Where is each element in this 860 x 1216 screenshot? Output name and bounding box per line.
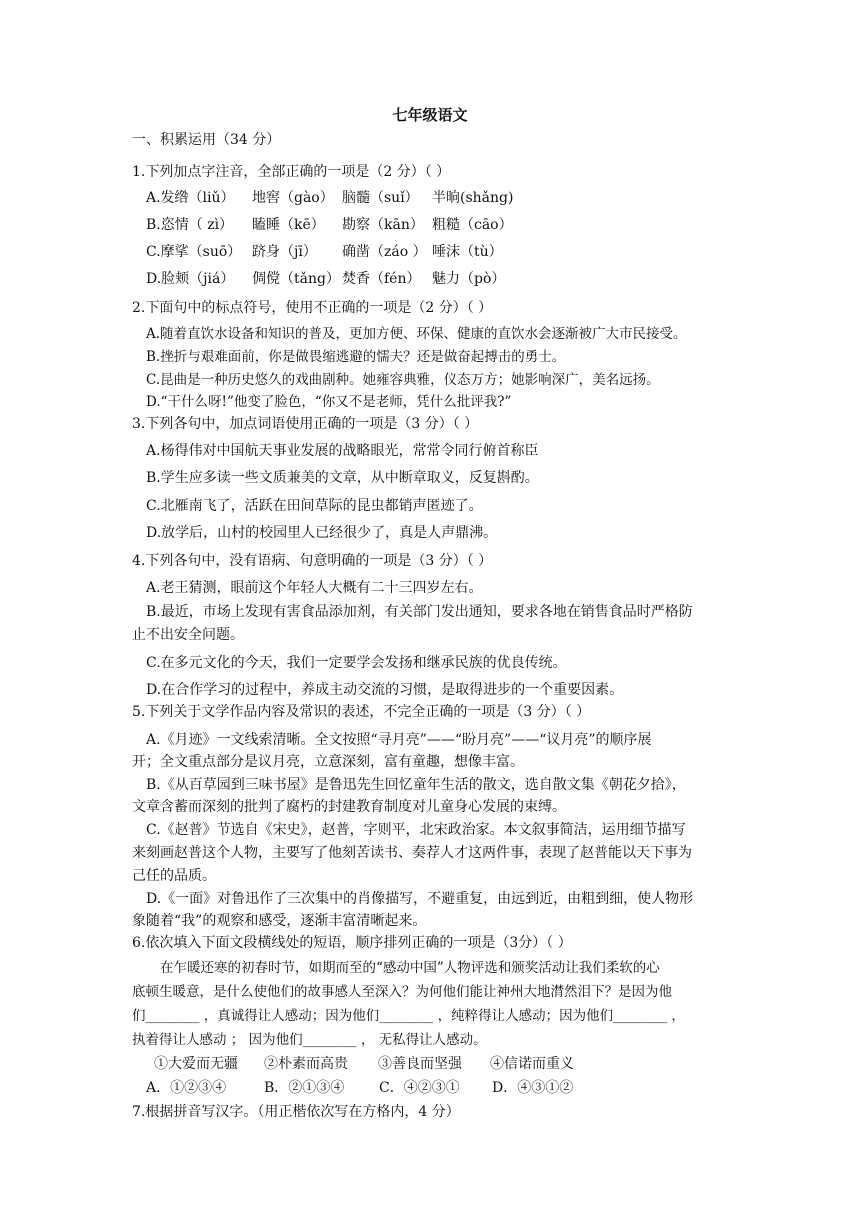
option-word: 地窖（gào） (252, 190, 334, 206)
question-3-option-c: C.北雁南飞了，活跃在田间草际的昆虫都销声匿迹了。 (146, 498, 483, 514)
option-word: 唾沫（tù） (432, 244, 503, 260)
option-word: 确凿（záo ） (342, 244, 427, 260)
option-word: 半晌(shǎng) (432, 190, 514, 206)
option-word: 勘察（kān） (342, 217, 424, 233)
question-1-option-b (146, 215, 513, 235)
choice-item: A．①②③④ (146, 1080, 227, 1096)
question-4-option-b: B.最近，市场上发现有害食品添加剂，有关部门发出通知，要求各地在销售食品时严格防 (146, 604, 693, 620)
question-1-option-c (146, 242, 503, 262)
option-word: 瞌睡（kē） (252, 217, 325, 233)
question-5-line: 己任的品质。 (132, 868, 216, 884)
option-word: 倜傥（tǎng） (252, 271, 340, 287)
question-3-stem: 3.下列各句中，加点词语使用正确的一项是（3 分）（ ） (132, 416, 479, 432)
phrase-item: ④信诺而重义 (490, 1056, 574, 1072)
question-3-option-d: D.放学后，山村的校园里人已经很少了，真是人声鼎沸。 (146, 525, 498, 541)
question-2-option-b: B.挫折与艰难面前，你是做畏缩逃避的懦夫？还是做奋起搏击的勇士。 (146, 349, 566, 365)
phrase-item: ①大爱而无疆 (154, 1056, 238, 1072)
question-5-line: 来刻画赵普这个人物，主要写了他刻苦读书、奏荐人才这两件事，表现了赵普能以天下事为 (132, 845, 692, 861)
question-6-passage-line: 们________ ，真诚得让人感动；因为他们________ ，纯粹得让人感动；因为他们________ ， (132, 1008, 685, 1024)
question-5-line: 象随着“我”的观察和感受，逐渐丰富清晰起来。 (132, 913, 427, 929)
choice-item: B．②①③④ (264, 1080, 345, 1096)
question-4-option-a: A.老王猜测，眼前这个年轻人大概有二十三四岁左右。 (146, 580, 483, 596)
question-4-option-b-cont: 止不出安全问题。 (132, 627, 244, 643)
question-2-stem: 2.下面句中的标点符号，使用不正确的一项是（2 分）（ ） (132, 300, 493, 316)
choice-item: D．④③①② (492, 1080, 574, 1096)
question-1-option-a (146, 188, 513, 208)
question-5-line: B.《从百草园到三味书屋》是鲁迅先生回忆童年生活的散文，选自散文集《朝花夕拾》， (146, 777, 686, 793)
question-6-stem: 6.依次填入下面文段横线处的短语，顺序排列正确的一项是（3分）（ ） (132, 935, 572, 951)
option-word: 跻身（jī） (252, 244, 317, 260)
question-2-option-a: A.随着直饮水设备和知识的普及，更加方便、环保、健康的直饮水会逐渐被广大市民接受。 (146, 326, 687, 342)
option-word: 焚香（fén） (342, 271, 421, 287)
question-1-option-d (146, 269, 505, 289)
option-word: 脑髓（suǐ） (342, 190, 419, 206)
option-word: 粗糙（cāo） (432, 217, 513, 233)
question-6-passage-line: 执着得让人感动 ； 因为他们________ ， 无私得让人感动。 (132, 1032, 487, 1048)
question-4-option-d: D.在合作学习的过程中，养成主动交流的习惯，是取得进步的一个重要因素。 (146, 682, 624, 698)
choice-item: C．④②③① (379, 1080, 460, 1096)
section-heading: 一、积累运用（34 分） (132, 132, 281, 148)
question-6-choices (146, 1078, 573, 1098)
phrase-item: ③善良而坚强 (378, 1056, 462, 1072)
question-5-line: C.《赵普》节选自《宋史》，赵普，字则平，北宋政治家。本文叙事简洁，运用细节描写 (146, 822, 686, 838)
question-6-phrases (154, 1054, 574, 1074)
question-4-option-c: C.在多元文化的今天，我们一定要学会发扬和继承民族的优良传统。 (146, 655, 567, 671)
question-5-line: A.《月迹》一文线索清晰。全文按照“寻月亮”——“盼月亮”——“议月亮”的顺序展 (146, 732, 652, 748)
question-3-option-b: B.学生应多读一些文质兼美的文章，从中断章取义，反复斟酌。 (146, 470, 539, 486)
question-2-option-c: C.昆曲是一种历史悠久的戏曲剧种。她雍容典雅，仪态万方；她影响深广，美名远扬。 (146, 372, 660, 388)
option-word: C.摩挲（suō） (146, 244, 242, 260)
question-3-option-a: A.杨得伟对中国航天事业发展的战略眼光，常常令同行俯首称臣 (146, 443, 539, 459)
question-6-passage-line: 底顿生暖意，是什么使他们的故事感人至深入？为何他们能让神州大地潸然泪下？是因为他 (132, 984, 672, 1000)
question-5-stem: 5.下列关于文学作品内容及常识的表述，不完全正确的一项是（3 分）（ ） (132, 704, 591, 720)
phrase-item: ②朴素而高贵 (264, 1056, 348, 1072)
question-5-line: 开；全文重点部分是议月亮，立意深刻，富有童趣，想像丰富。 (132, 754, 524, 770)
option-word: 魅力（pò） (432, 271, 506, 287)
page-title: 七年级语文 (392, 106, 468, 124)
question-5-line: D.《一面》对鲁迅作了三次集中的肖像描写，不避重复，由远到近，由粗到细，使人物形 (146, 891, 694, 907)
question-1-stem: 1.下列加点字注音，全部正确的一项是（2 分）（ ） (132, 164, 451, 180)
option-word: B.恣情（ zì） (146, 217, 234, 233)
option-word: D.脸颊（jiá） (146, 271, 235, 287)
question-2-option-d: D.“干什么呀!”他变了脸色，“你又不是老师，凭什么批评我?” (146, 394, 512, 410)
question-4-stem: 4.下列各句中，没有语病、句意明确的一项是（3 分）（ ） (132, 553, 493, 569)
question-6-passage-line: 在乍暖还寒的初春时节，如期而至的“感动中国”人物评选和颁奖活动让我们柔软的心 (160, 960, 660, 976)
option-word: A.发绺（liǔ） (146, 190, 235, 206)
question-5-line: 文章含蓄而深刻的批判了腐朽的封建教育制度对儿童身心发展的束缚。 (132, 799, 566, 815)
question-7-stem: 7.根据拼音写汉字。（用正楷依次写在方格内，4 分） (132, 1104, 460, 1120)
